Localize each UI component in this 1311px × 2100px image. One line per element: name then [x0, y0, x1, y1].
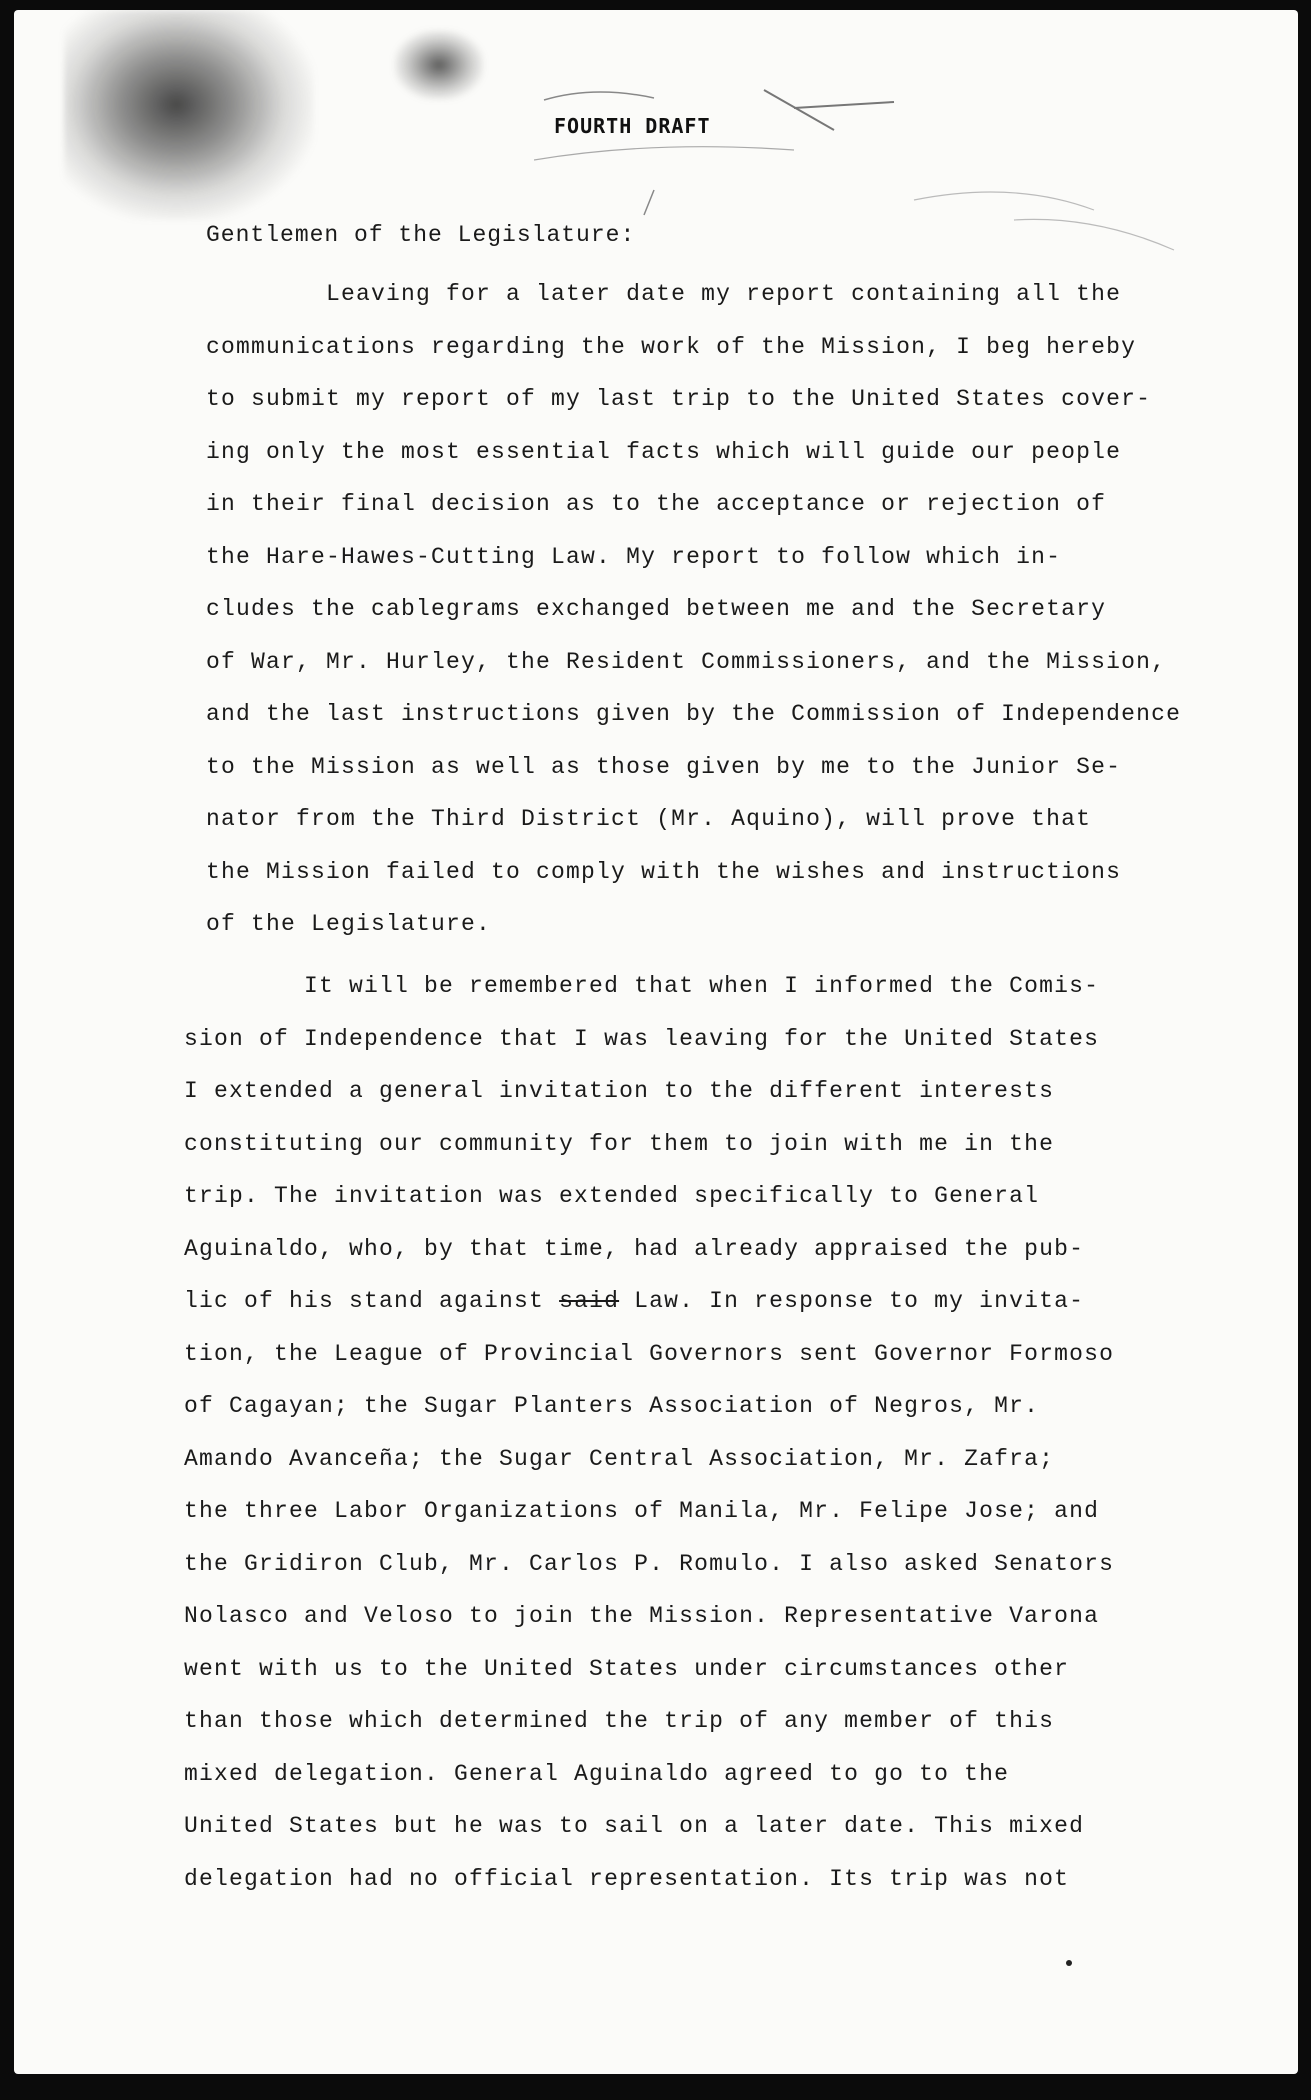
text-line: in their final decision as to the acceptance or rejection of	[206, 491, 1107, 517]
text-line: trip. The invitation was extended specifically to General	[184, 1183, 1040, 1209]
text-line: Amando Avanceña; the Sugar Central Association, Mr. Zafra;	[184, 1445, 1055, 1472]
text-line: Aguinaldo, who, by that time, had already appraised the pub-	[184, 1235, 1085, 1262]
text-line: than those which determined the trip of any member of this	[184, 1708, 1055, 1734]
text-line: Leaving for a later date my report containing all the	[206, 281, 1122, 307]
text-line: United States but he was to sail on a later date. This mixed	[184, 1813, 1085, 1839]
text-line: nator from the Third District (Mr. Aquino), will prove that	[206, 806, 1092, 832]
text-line: the Mission failed to comply with the wishes and instructions	[206, 858, 1122, 885]
text-line: the three Labor Organizations of Manila, Mr. Felipe Jose; and	[184, 1498, 1100, 1524]
paragraph-1	[206, 268, 1181, 951]
text-line: went with us to the United States under circumstances other	[184, 1655, 1070, 1682]
ink-smudge	[64, 10, 314, 220]
ink-dot	[1066, 1960, 1072, 1966]
pencil-annotation	[534, 80, 1234, 280]
paragraph-2	[184, 960, 1114, 1905]
text-line: constituting our community for them to join with me in the	[184, 1130, 1055, 1157]
text-line: the Gridiron Club, Mr. Carlos P. Romulo. I also asked Senators	[184, 1550, 1115, 1577]
text-line: the Hare-Hawes-Cutting Law. My report to follow which in-	[206, 543, 1062, 570]
text-line: of Cagayan; the Sugar Planters Association of Negros, Mr.	[184, 1393, 1040, 1419]
text-fragment: Law. In response to my invita-	[619, 1288, 1085, 1314]
text-line-with-strike	[184, 1275, 1114, 1328]
text-line: to the Mission as well as those given by me to the Junior Se-	[206, 753, 1122, 780]
text-line: ing only the most essential facts which will guide our people	[206, 438, 1122, 465]
struck-word: said	[559, 1288, 620, 1314]
text-line: to submit my report of my last trip to the United States cover-	[206, 386, 1152, 412]
draft-label: FOURTH DRAFT	[554, 114, 711, 138]
text-line: sion of Independence that I was leaving for the United States	[184, 1025, 1100, 1052]
document-page	[14, 10, 1298, 2074]
text-line: communications regarding the work of the Mission, I beg hereby	[206, 333, 1137, 360]
text-line: cludes the cablegrams exchanged between me and the Secretary	[206, 596, 1107, 622]
text-fragment: lic of his stand against	[184, 1288, 545, 1314]
text-line: and the last instructions given by the Commission of Independence	[206, 701, 1182, 727]
text-line: I extended a general invitation to the different interests	[184, 1078, 1055, 1104]
text-line: It will be remembered that when I informed the Comis-	[184, 973, 1100, 999]
text-line: mixed delegation. General Aguinaldo agreed to go to the	[184, 1760, 1010, 1787]
text-line: of War, Mr. Hurley, the Resident Commissioners, and the Mission,	[206, 648, 1167, 675]
text-line: Nolasco and Veloso to join the Mission. Representative Varona	[184, 1603, 1100, 1629]
ink-smudge	[394, 30, 484, 100]
text-line: of the Legislature.	[206, 911, 492, 937]
text-line: delegation had no official representation. Its trip was not	[184, 1865, 1070, 1892]
salutation: Gentlemen of the Legislature:	[206, 222, 636, 248]
text-line: tion, the League of Provincial Governors sent Governor Formoso	[184, 1340, 1115, 1367]
